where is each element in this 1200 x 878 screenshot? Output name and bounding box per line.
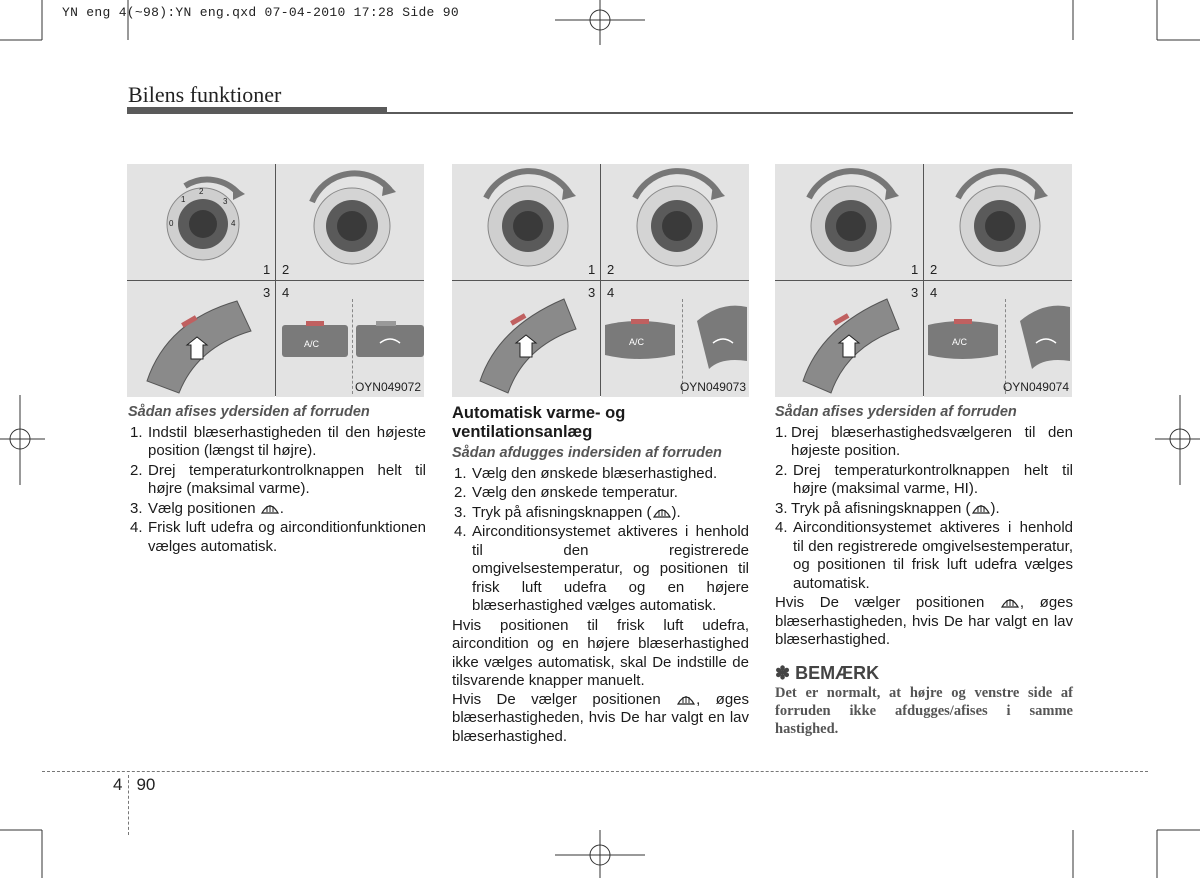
subheading: Sådan afises ydersiden af forruden <box>775 404 1017 420</box>
fig-label-2: 2 <box>607 262 615 277</box>
page-number-value: 90 <box>136 775 156 794</box>
defrost-icon <box>652 505 672 520</box>
defrost-icon <box>260 501 280 516</box>
list-item: 3. Tryk på afisningsknappen ( ). <box>454 503 681 521</box>
title-rule-thin <box>387 112 1073 114</box>
title-rule-thick <box>127 107 387 114</box>
fig-label-2: 2 <box>282 262 290 277</box>
fig-label-4: 4 <box>607 285 615 300</box>
instruction-list <box>452 465 749 616</box>
list-item: 4. Airconditionsystemet aktiveres i henhold til den registrerede omgivelsestemperatur, og positionen til frisk luft udefra og en højere blæserhastighed vælges automatisk. <box>454 523 749 614</box>
column-1 <box>128 403 426 557</box>
temperature-dial <box>276 164 424 280</box>
footer-rule <box>42 771 1148 772</box>
temp-dial-panel <box>924 164 1072 280</box>
page-divider <box>128 775 130 835</box>
list-item: 4. Airconditionsystemet aktiveres i henhold til den registrerede omgivelsestemperatur, og positionen til frisk luft udefra vælges automatisk. <box>775 519 1073 592</box>
dial-digit-2: 2 <box>199 187 204 196</box>
list-item: 1. Indstil blæserhastigheden til den højeste position (længst til højre). <box>130 423 426 459</box>
list-item: 1. Drej blæserhastighedsvælgeren til den højeste position. <box>775 423 1073 459</box>
fan-dial-panel <box>127 164 275 280</box>
figure-code: OYN049072 <box>354 380 421 394</box>
defrost-button-illustration <box>127 281 275 397</box>
fig-label-4: 4 <box>282 285 290 300</box>
temp-dial-panel <box>276 164 424 280</box>
figure-code: OYN049074 <box>1002 380 1069 394</box>
list-item: 3. Tryk på afisningsknappen ( ). <box>775 499 1000 517</box>
list-item: 3. Vælg positionen . <box>130 499 284 517</box>
fig-label-1: 1 <box>263 262 271 277</box>
defrost-button-panel <box>775 281 923 397</box>
section-title: Bilens funktioner <box>128 82 282 107</box>
list-item: 2. Drej temperaturkontrolknappen helt til højre (maksimal varme). <box>130 461 426 497</box>
defrost-icon <box>1000 595 1020 610</box>
paragraph: Hvis De vælger positionen , øges blæserhastigheden, hvis De har valgt en lav blæserhastighed. <box>452 690 750 745</box>
dial-digit-3: 3 <box>223 197 228 206</box>
ac-label: A/C <box>952 337 968 347</box>
fan-speed-dial <box>127 164 275 280</box>
figure-2 <box>452 164 749 396</box>
defrost-button-illustration <box>775 281 923 397</box>
paragraph: Hvis positionen til frisk luft udefra, aircondition og en højere blæserhastighed ikke vælges automatisk, skal De indstille de tilsvarende knapper manuelt. <box>452 616 749 689</box>
fig-label-1: 1 <box>588 262 596 277</box>
defrost-button-panel <box>452 281 600 397</box>
ac-label: A/C <box>629 337 645 347</box>
fig-label-4: 4 <box>930 285 938 300</box>
subheading: Sådan afdugges indersiden af forruden <box>452 445 722 461</box>
defrost-icon <box>676 692 696 707</box>
list-item: 1. Vælg den ønskede blæserhastighed. <box>454 464 718 482</box>
figure-3 <box>775 164 1072 396</box>
list-item: 4. Frisk luft udefra og airconditionfunktionen vælges automatisk. <box>130 519 426 555</box>
fan-speed-dial <box>775 164 923 280</box>
figure-code: OYN049073 <box>679 380 746 394</box>
subheading: Sådan afises ydersiden af forruden <box>128 404 370 420</box>
ac-label: A/C <box>304 339 320 349</box>
fan-speed-dial <box>452 164 600 280</box>
fig-label-3: 3 <box>911 285 919 300</box>
dial-digit-0: 0 <box>169 219 174 228</box>
dial-digit-4: 4 <box>231 219 236 228</box>
print-header: YN eng 4(~98):YN eng.qxd 07-04-2010 17:28 Side 90 <box>62 5 459 20</box>
paragraph: Hvis De vælger positionen , øges blæserhastigheden, hvis De har valgt en lav blæserhastighed. <box>775 594 1074 648</box>
temperature-dial <box>924 164 1072 280</box>
fig-label-2: 2 <box>930 262 938 277</box>
column-3 <box>775 403 1073 738</box>
temperature-dial <box>601 164 749 280</box>
note-title: ✽ BEMÆRK <box>775 662 880 683</box>
list-item: 2. Vælg den ønskede temperatur. <box>454 484 678 501</box>
figure-1 <box>127 164 424 396</box>
dial-digit-1: 1 <box>181 195 186 204</box>
instruction-list <box>775 424 1073 594</box>
fig-label-3: 3 <box>588 285 596 300</box>
list-item: 2. Drej temperaturkontrolknappen helt til højre (maksimal varme, HI). <box>775 461 1073 497</box>
fig-label-1: 1 <box>911 262 919 277</box>
fan-dial-panel <box>452 164 600 280</box>
note-text: Det er normalt, at højre og venstre side af forruden ikke afdugges/afises i samme hastighed. <box>775 685 1073 737</box>
fig-label-3: 3 <box>263 285 271 300</box>
page-number <box>113 775 155 835</box>
page-section: 4 <box>113 775 123 794</box>
defrost-button-panel <box>127 281 275 397</box>
temp-dial-panel <box>601 164 749 280</box>
defrost-icon <box>971 501 991 516</box>
instruction-list <box>128 424 426 557</box>
column-2 <box>452 404 749 746</box>
defrost-button-illustration <box>452 281 600 397</box>
fan-dial-panel <box>775 164 923 280</box>
section-heading: Automatisk varme- og ventilationsanlæg <box>452 404 626 441</box>
